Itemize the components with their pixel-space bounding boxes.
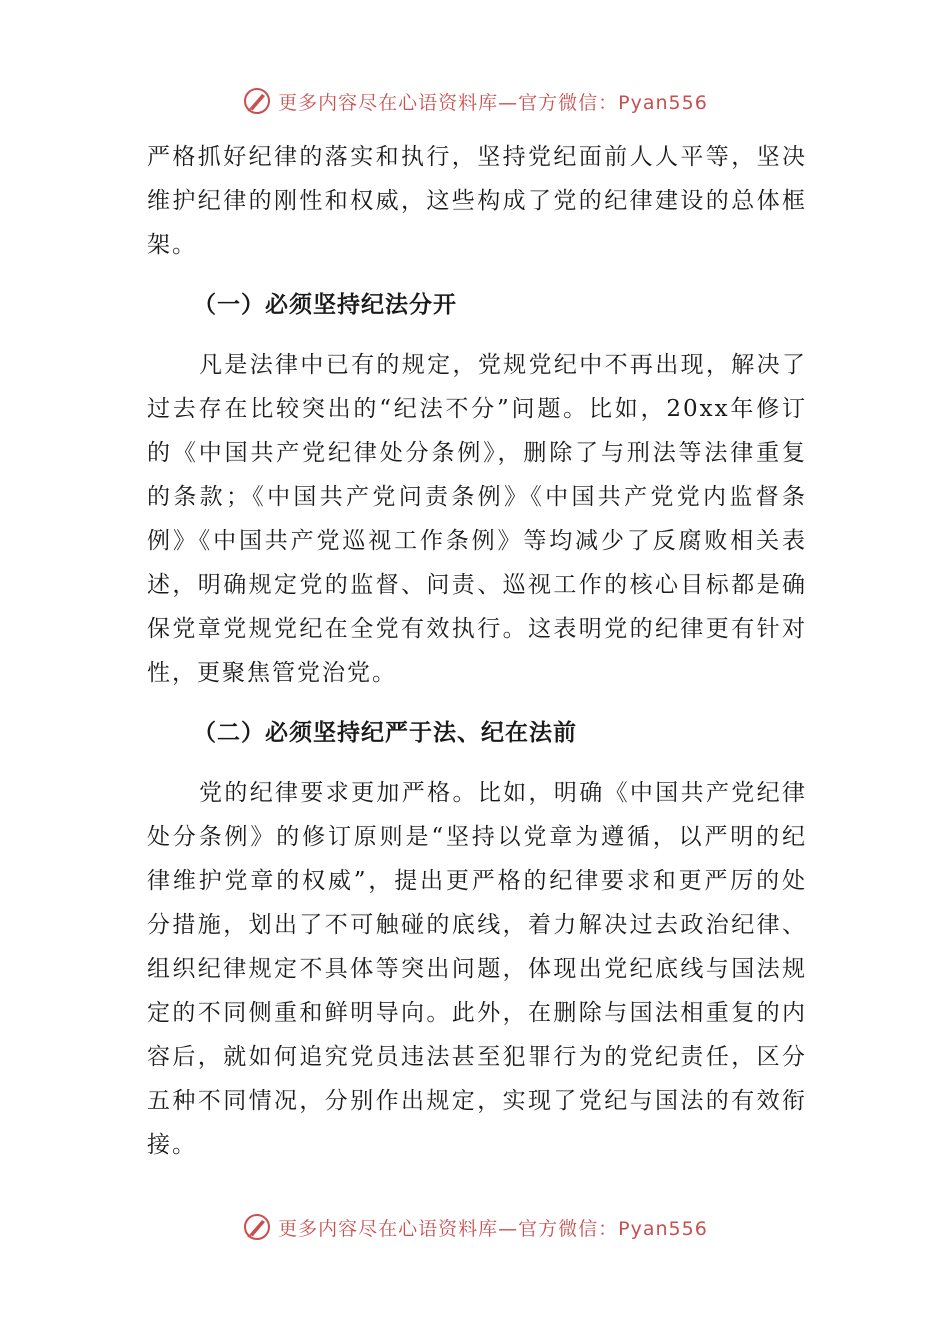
section-2-paragraph: 党的纪律要求更加严格。比如，明确《中国共产党纪律处分条例》的修订原则是“坚持以党章为遵循，以严明的纪律维护党章的权威”，提出更严格的纪律要求和更严厉的处分措施，划出了不可触碰的底线，着力解决过去政治纪律、组织纪律规定不具体等突出问题，体现出党纪底线与国法规定的不同侧重和鲜明导向。此外，在删除与国法相重复的内容后，就如何追究党员违法甚至犯罪行为的党纪责任，区分五种不同情况，分别作出规定，实现了党纪与国法的有效衔接。 bbox=[147, 780, 807, 1158]
section-heading-2: （二）必须坚持纪严于法、纪在法前 bbox=[193, 720, 577, 746]
header-watermark-text: 更多内容尽在心语资料库—官方微信：Pyan556 bbox=[278, 91, 708, 114]
footer-watermark-text: 更多内容尽在心语资料库—官方微信：Pyan556 bbox=[278, 1217, 708, 1240]
pen-brush-logo-icon bbox=[242, 1212, 272, 1242]
section-1-paragraph: 凡是法律中已有的规定，党规党纪中不再出现，解决了过去存在比较突出的“纪法不分”问题。比如，20xx年修订的《中国共产党纪律处分条例》，删除了与刑法等法律重复的条款；《中国共产党问责条例》《中国共产党党内监督条例》《中国共产党巡视工作条例》等均减少了反腐败相关表述，明确规定党的监督、问责、巡视工作的核心目标都是确保党章党规党纪在全党有效执行。这表明党的纪律更有针对性，更聚焦管党治党。 bbox=[147, 352, 807, 686]
footer-watermark bbox=[0, 1212, 950, 1242]
section-heading-1: （一）必须坚持纪法分开 bbox=[193, 292, 457, 318]
pen-brush-logo-icon bbox=[242, 86, 272, 116]
document-body bbox=[147, 135, 807, 1167]
header-watermark bbox=[0, 86, 950, 116]
intro-paragraph: 严格抓好纪律的落实和执行，坚持党纪面前人人平等，坚决维护纪律的刚性和权威，这些构成了党的纪律建设的总体框架。 bbox=[147, 144, 807, 258]
